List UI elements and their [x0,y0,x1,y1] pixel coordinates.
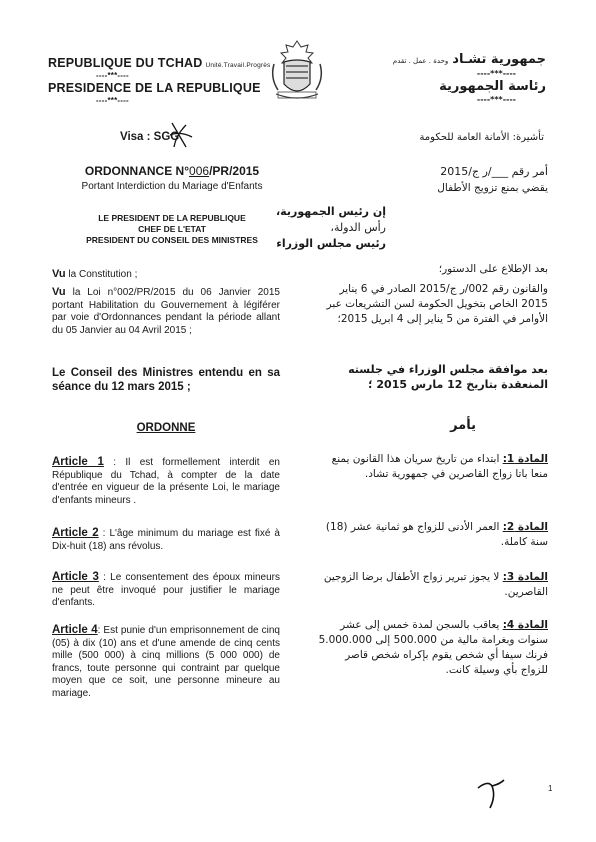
president-line-ar: رئيس مجلس الوزراء [276,237,386,250]
ordinance-subtitle-ar: يقضي بمنع تزويج الأطفال [437,182,548,194]
article-text-ar: لا يجوز تبرير زواج الأطفال برضا الزوجين القاصرين. [323,571,548,598]
article-text: : Le consentement des époux mineurs ne peut être invoqué pour justifier le mariage d'enfants. [52,572,280,608]
vu-text: la Loi n°002/PR/2015 du 06 Janvier 2015 portant Habilitation du Gouvernement à légiférer par voie d'Ordonnances pendant la période allant du 05 Janvier au 04 Avril 2015 ; [52,287,280,336]
article-2-ar [316,520,548,550]
ordinance-title-ar: أمر رقم ___/ر ج/2015 [440,165,548,178]
article-2 [52,527,280,553]
article-label: Article 1 [52,456,104,468]
preamble-vu-loi [52,286,280,337]
article-3-ar [316,570,548,600]
president-line: LE PRESIDENT DE LA REPUBLIQUE [98,213,246,223]
visa-label-ar: تأشيرة: الأمانة العامة للحكومة [419,132,544,143]
preamble-vu-loi-ar: والقانون رقم 002/ر ج/2015 الصادر في 6 يناير 2015 الخاص بتخويل الحكومة لسن التشريعات عبر الأوامر في الفترة من 5 يناير إلى 4 ابريل 2015؛ [326,283,548,325]
ordonne-heading: ORDONNE [136,422,196,434]
article-label: Article 2 [52,527,99,539]
president-line: CHEF DE L'ETAT [138,224,206,234]
header-left [48,56,271,105]
preamble-vu-constitution-ar: بعد الإطلاع على الدستور؛ [438,263,548,275]
office-name: PRESIDENCE DE LA REPUBLIQUE [48,81,261,95]
vu-keyword: Vu [52,268,66,280]
visa-initials-mark [168,121,194,151]
separator: ----***---- [476,95,516,104]
separator: ----***---- [96,96,129,105]
preamble-conseil: Le Conseil des Ministres entendu en sa séance du 12 mars 2015 ; [52,367,280,393]
motto: Unité.Travail.Progrès [205,62,271,69]
article-3 [52,571,280,610]
article-text-ar: العمر الأدنى للزواج هو ثمانية عشر (18) سنة كاملة. [325,521,548,548]
article-text: : Il est formellement interdit en République du Tchad, à compter de la date d'entrée en vigueur de la présente Loi, le mariage d'enfants mineurs . [52,457,280,506]
article-label: Article 3 [52,571,99,583]
article-1-ar [316,452,548,482]
article-label-ar: المادة 2: [502,521,548,533]
article-text-ar: ابتداء من تاريخ سريان هذا القانون يمنع منعا باتا زواج القاصرين في جمهورية تشاد. [331,453,548,480]
preamble-vu-constitution [52,268,280,282]
ordinance-number: 006 [189,164,210,178]
ordinance-subtitle: Portant Interdiction du Mariage d'Enfants [81,181,263,192]
president-line-ar: رأس الدولة، [330,221,386,234]
article-text-ar: يعاقب بالسجن لمدة خمس إلى عشر سنوات وبغرامة مالية من 500.000 إلى 5.000.000 فرنك سيفا أي شخص يقوم بإكراه شخص قاصر للزواج بأي وسيلة كانت. [318,619,548,676]
coat-of-arms-emblem [268,38,326,104]
president-block-ar [266,204,386,252]
motto-ar: وحدة . عمل . تقدم [392,57,449,65]
country-name-ar: جمهورية تشـاد [452,52,546,67]
visa-label: Visa : SGG [120,131,180,143]
president-block [52,213,292,246]
article-4-ar [316,618,548,678]
vu-keyword: Vu [52,286,66,298]
header-right [393,52,546,104]
office-name-ar: رئاسة الجمهورية [439,79,546,94]
article-text: : Est punie d'un emprisonnement de cinq (05) à dix (10) ans et d'une amende de cinq cents mille (500 000) à cinq millions (5 000 000) de francs, toute personne qui contraint par quelque moyen que ce soit, une personne mineure au mariage. [52,625,280,699]
president-line: PRESIDENT DU CONSEIL DES MINISTRES [86,235,258,245]
ordinance-suffix: /PR/2015 [209,164,260,178]
country-name: REPUBLIQUE DU TCHAD [48,56,203,70]
vu-text: la Constitution ; [65,269,138,280]
page-number: 1 [548,784,553,793]
ordinance-prefix: ORDONNANCE N° [84,164,190,178]
article-label-ar: المادة 3: [502,571,548,583]
article-4 [52,624,280,700]
separator: ----***---- [96,71,129,80]
article-text: : L'âge minimum du mariage est fixé à Dix-huit (18) ans révolus. [52,528,280,552]
article-label-ar: المادة 1: [502,453,548,465]
ordonne-heading-ar: يأمر [450,418,476,433]
article-label: Article 4 [52,624,98,636]
president-line-ar: إن رئيس الجمهورية، [276,205,386,218]
ordinance-title [52,164,292,178]
article-label-ar: المادة 4: [502,619,548,631]
article-1 [52,456,280,507]
preamble-conseil-ar: بعد موافقة مجلس الوزراء في جلسته المنعقدة بتاريخ 12 مارس 2015 ؛ [348,363,548,391]
separator: ----***---- [476,69,516,78]
signature-mark [470,772,510,812]
